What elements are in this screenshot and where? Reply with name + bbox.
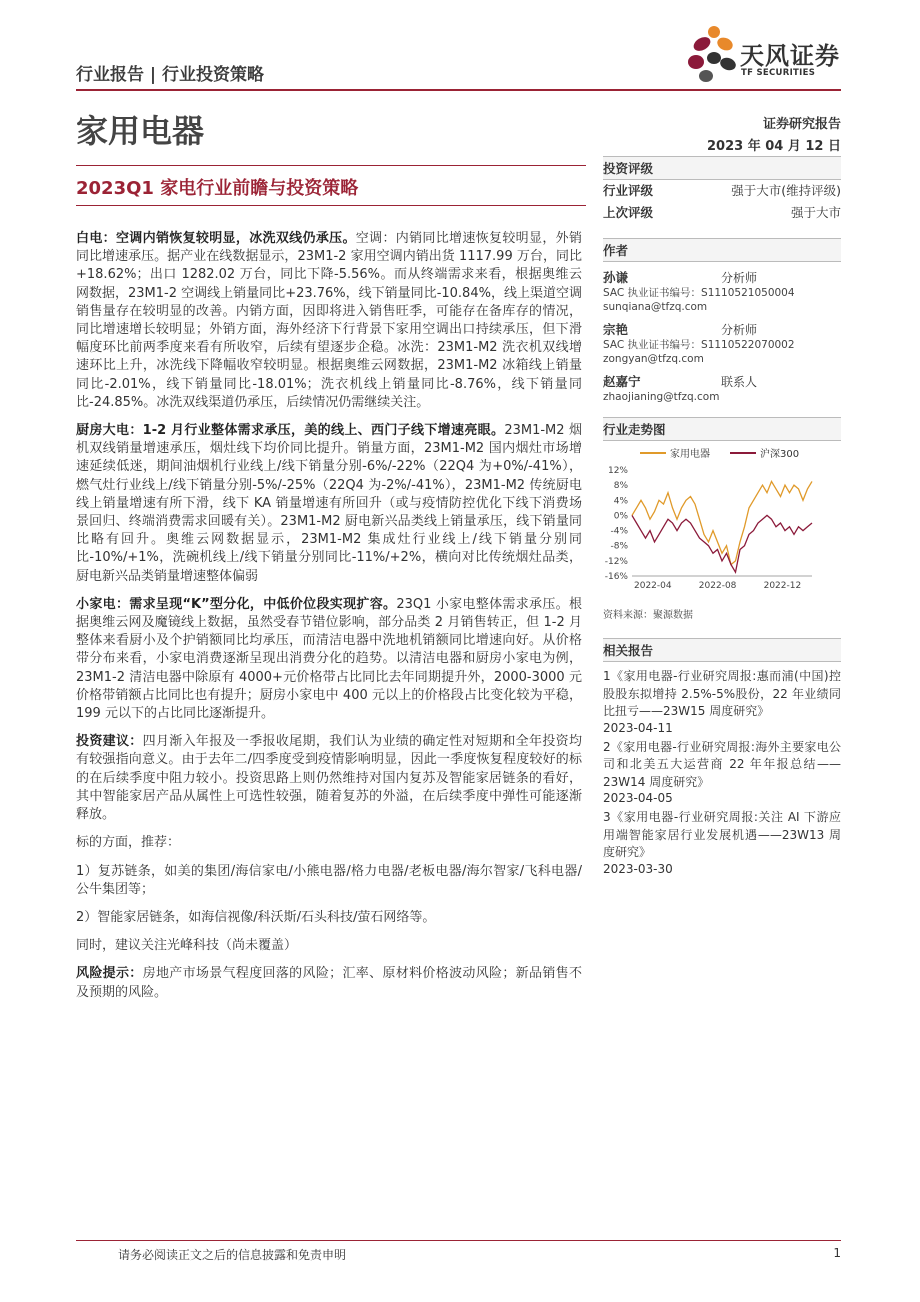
series-line-home-appliances [632,481,812,564]
rating-value: 强于大市(维持评级) [731,183,841,198]
rating-row-industry [603,180,841,202]
related-report[interactable] [603,809,841,876]
page-number: 1 [833,1246,841,1260]
title-divider-top [76,165,586,166]
paragraph-white-goods [76,230,582,412]
author-name: 赵嘉宁 [603,374,641,389]
report-type: 证券研究报告 [762,117,841,132]
author-name: 孙谦 [603,270,629,285]
trend-section [603,417,841,441]
report-category: 行业报告 | 行业投资策略 [76,65,265,85]
footer-disclaimer[interactable]: 请务必阅读正文之后的信息披露和免责申明 [118,1248,347,1262]
report-title: 2023Q1 家电行业前瞻与投资策略 [76,178,359,199]
paragraph-text: 空调：内销同比增速恢复较明显，外销同比增速承压。据产业在线数据显示，23M1-2 家用空调内销出货 1117.99 万台，同比+18.62%；出口 1282.02 万台，同比下降-5.56%。而从终端需求来看，根据奥维云网数据，23M1-2 空调线上销量同比+23.76%，线下销量同比-10.84%，线上渠道空调销售量存在较明显的改善。内销方面，因即将进入销售旺季，可能存在备库存的情况，同比增速增长较明显；外销方面，海外经济下行背景下家用空调出口持续承压，但下滑幅度环比前两季度来看有所收窄，后续有望逐步企稳。冰洗：23M1-M2 洗衣机双线增速环比上升，冰洗线下降幅收窄较明显。根据奥维云网数据，23M1-M2 冰箱线上销量同比-2.01%，线下销量同比-18.01%；洗衣机线上销量同比-8.76%，线下销量同比-24.85%。冰洗双线渠道仍承压，后续情况仍需继续关注。 [76,231,582,410]
legend-label: 家用电器 [670,449,710,460]
author-name: 宗艳 [603,322,629,337]
title-divider-bottom [76,205,586,206]
series-line-csi300 [632,515,812,572]
industry-name: 家用电器 [76,112,205,150]
paragraph-text: 23M1-M2 烟机双线销量增速承压，烟灶线下均价同比提升。销量方面，23M1-M2 国内烟灶市场增速延续低迷，期间油烟机行业线上/线下销量分别-6%/-22%（22Q4 为+0%/-41%），燃气灶行业线上/线下销量分别-5%/-25%（22Q4 为-2%/-41%），23M1-M2 传统厨电线上销量增速有所下滑，线下 KA 销量增速有所回升（或与疫情防控优化下线下消费场景回归、终端消费需求回暖有关）。23M1-M2 厨电新兴品类线上销量承压，线下销量同比略有回升。奥维云网数据显示，23M1-M2 集成灶行业线上/线下销量分别同比-10%/+1%，洗碗机线上/线下销量分别同比-11%/+2%，横向对比传统烟灶品类，厨电新兴品类销量增速整体偏弱 [76,423,583,584]
authors-section [603,238,841,404]
paragraph-text: 23Q1 小家电整体需求承压。根据奥维云网及魔镜线上数据，虽然受春节错位影响，部分品类 2 月销售转正，但 1-2 月整体来看厨小及个护销额同比均承压，而清洁电器中洗地机销额同比增速向好。从价格带分布来看，小家电消费逐渐呈现出消费分化的趋势。以清洁电器和厨房小家电为例，23M1-2 清洁电器中除原有 4000+元价格带占比同比去年同期提升外，2000-3000 元价格带销额占比同比也有提升；厨房小家电中 400 元以上的价格段占比变化较为平稳，199 元以下的占比同比逐渐提升。 [76,596,582,722]
author-card [603,372,841,404]
author-cert: SAC 执业证书编号：S1110522070002 [603,339,795,351]
report-date: 2023 年 04 月 12 日 [707,139,841,154]
x-tick-label: 2022-12 [763,581,802,591]
y-tick-label: 4% [613,496,628,507]
chart-legend [640,447,799,460]
logo-text-en: TF SECURITIES [741,68,816,78]
related-report-title[interactable]: 2《家用电器-行业研究周报:海外主要家电公司和北美五大运营商 22 年年报总结——23W14 周度研究》 [603,739,841,789]
author-card [603,320,841,366]
rating-label: 行业评级 [603,183,654,198]
header-divider [76,89,841,91]
related-report[interactable] [603,739,841,806]
paragraph-heading: 风险提示： [76,966,143,982]
author-email[interactable]: zhaojianing@tfzq.com [603,391,720,403]
main-body [76,230,582,1012]
author-email[interactable]: sunqiana@tfzq.com [603,301,708,313]
paragraph-text: 房地产市场景气程度回落的风险；汇率、原材料价格波动风险；新品销售不及预期的风险。 [76,966,582,1000]
rating-row-last [603,202,841,224]
chart-x-axis [632,576,812,591]
related-report-date: 2023-03-30 [603,861,673,876]
rating-section-title: 投资评级 [603,156,841,180]
paragraph-risk [76,965,582,1001]
chart-source: 资料来源：聚源数据 [603,610,693,621]
author-card [603,268,841,314]
x-tick-label: 2022-04 [634,581,672,591]
related-report[interactable] [603,668,841,735]
y-tick-label: 0% [613,511,628,522]
legend-label: 沪深300 [760,449,800,460]
related-section-title: 相关报告 [603,638,841,662]
author-role: 联系人 [721,375,758,389]
author-cert: SAC 执业证书编号：S1110521050004 [603,287,795,299]
trend-chart [600,440,825,600]
rating-value: 强于大市 [790,205,841,220]
trend-section-title: 行业走势图 [603,417,841,441]
chart-y-axis [605,466,629,582]
logo-mark-icon [688,26,738,82]
paragraph-targets: 标的方面，推荐： [76,835,181,851]
y-tick-label: -12% [604,556,628,567]
paragraph-heading: 白电：空调内销恢复较明显，冰洗双线仍承压。 [76,231,356,246]
paragraph-smart-home-chain: 2）智能家居链条，如海信视像/科沃斯/石头科技/萤石网络等。 [76,909,436,925]
paragraph-kitchen [76,422,582,586]
chart-series [632,481,812,572]
author-role: 分析师 [721,271,758,285]
author-role: 分析师 [721,323,758,337]
y-tick-label: 12% [607,466,628,476]
related-report-date: 2023-04-11 [603,720,673,735]
y-tick-label: -8% [610,541,628,552]
related-section [603,638,841,880]
y-tick-label: -16% [604,572,628,582]
footer-divider [76,1240,841,1241]
rating-label: 上次评级 [603,205,654,220]
y-tick-label: -4% [610,526,628,537]
y-tick-label: 8% [613,481,628,492]
related-report-title[interactable]: 1《家用电器-行业研究周报:惠而浦(中国)控股股东拟增持 2.5%-5%股份，22 年业绩同比扭亏——23W15 周度研究》 [603,669,841,718]
paragraph-heading: 小家电：需求呈现“K”型分化，中低价位段实现扩容。 [76,596,397,612]
paragraph-heading: 厨房大电：1-2 月行业整体需求承压，美的线上、西门子线下增速亮眼。 [76,423,505,439]
paragraph-also-watch: 同时，建议关注光峰科技（尚未覆盖） [76,938,298,954]
paragraph-small-appliances [76,596,582,723]
paragraph-heading: 投资建议： [76,734,143,750]
paragraph-investment [76,733,582,824]
logo-text-cn: 天风证券 [740,42,840,70]
authors-section-title: 作者 [603,238,841,262]
paragraph-recovery-chain: 1）复苏链条，如美的集团/海信家电/小熊电器/格力电器/老板电器/海尔智家/飞科电器/公牛集团等； [76,863,582,897]
related-report-title[interactable]: 3《家用电器-行业研究周报:关注 AI 下游应用端智能家居行业发展机遇——23W13 周度研究》 [603,810,841,859]
x-tick-label: 2022-08 [698,581,737,591]
rating-section [603,156,841,224]
related-report-date: 2023-04-05 [603,791,673,805]
author-email[interactable]: zongyan@tfzq.com [603,353,704,365]
paragraph-text: 四月渐入年报及一季报收尾期，我们认为业绩的确定性对短期和全年投资均有较强指向意义。由于去年二/四季度受到疫情影响明显，因此一季度恢复程度较好的标的在后续季度中阻力较小。投资思路上则仍然维持对国内复苏及智能家居链条的看好，其中智能家居产品从属性上可选性较强，随着复苏的外溢，在后续季度中弹性可能逐渐释放。 [76,734,582,823]
